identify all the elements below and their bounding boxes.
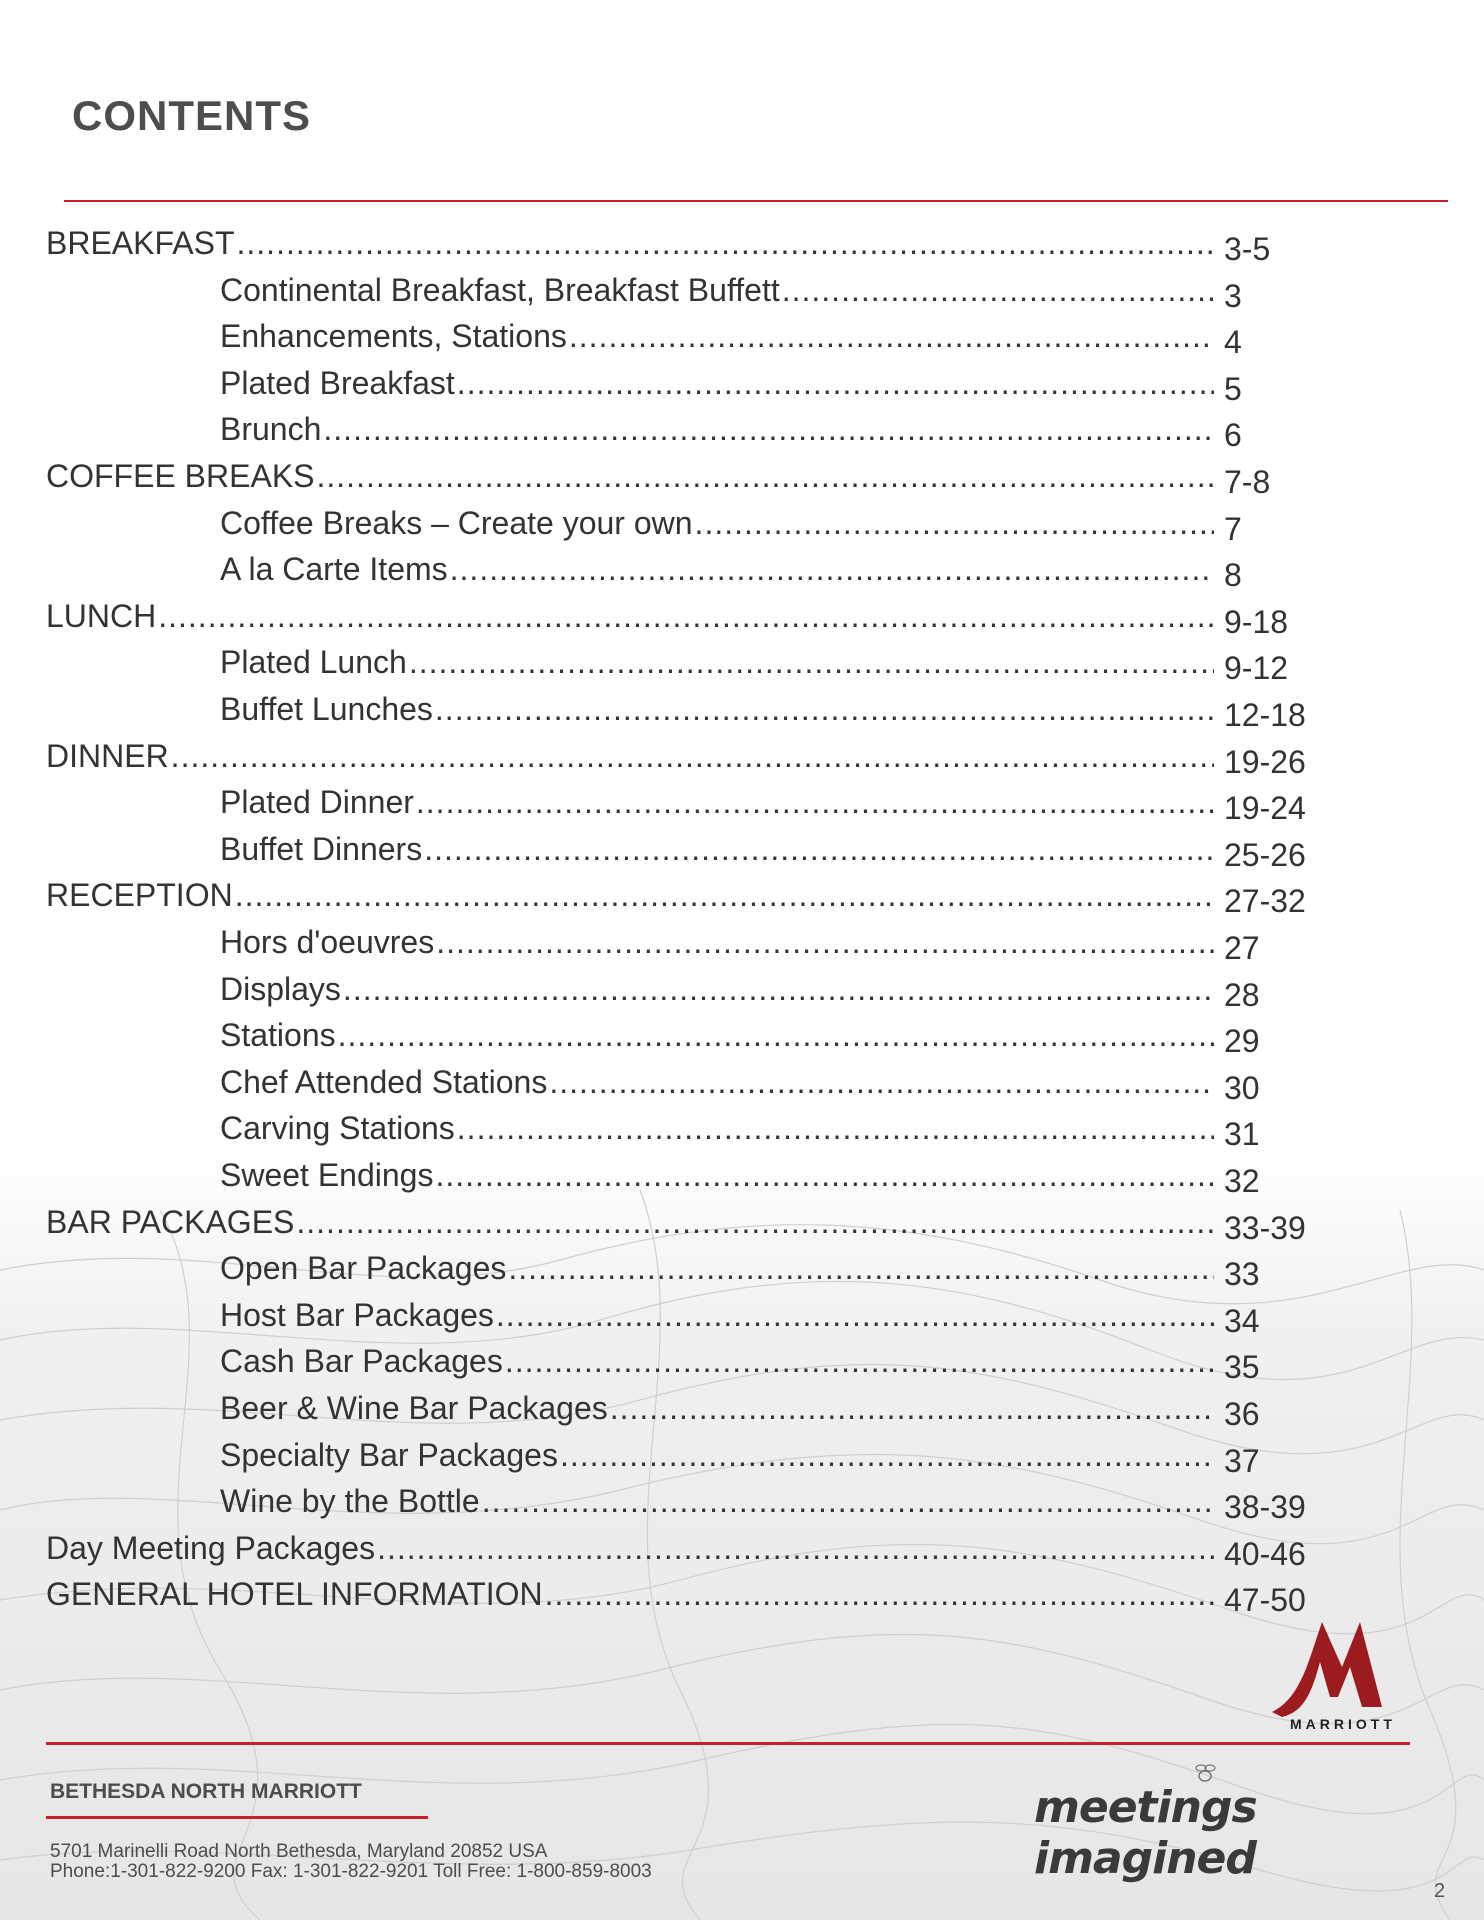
- toc-entry-page: 33: [1224, 1256, 1260, 1293]
- toc-entry-page: 4: [1224, 324, 1242, 361]
- toc-entry-label: Wine by the Bottle: [220, 1483, 480, 1520]
- toc-entry-leader: [338, 1012, 1214, 1058]
- toc-entry-page: 27-32: [1224, 883, 1306, 920]
- toc-entry-page: 8: [1224, 557, 1242, 594]
- toc-entry-leader: [237, 220, 1215, 266]
- toc-entry-page: 40-46: [1224, 1535, 1306, 1572]
- toc-entry-label: COFFEE BREAKS: [46, 458, 315, 494]
- toc-entry: [0, 1152, 1484, 1198]
- toc-entry: [0, 1385, 1484, 1431]
- toc-entry: [0, 1105, 1484, 1151]
- toc-entry: [0, 453, 1484, 499]
- toc-entry-leader: [505, 1338, 1214, 1384]
- toc-entry-page: 9-18: [1224, 603, 1289, 640]
- toc-entry-leader: [296, 1199, 1214, 1245]
- toc-entry-page: 3: [1224, 277, 1242, 314]
- toc-entry-page: 38-39: [1224, 1489, 1306, 1526]
- toc-entry-page: 25-26: [1224, 836, 1306, 873]
- toc-entry-page: 6: [1224, 417, 1242, 454]
- address-line: 5701 Marinelli Road North Bethesda, Maryland 20852 USA: [50, 1841, 548, 1862]
- toc-entry-page: 3-5: [1224, 231, 1271, 267]
- hotel-name-underline: [46, 1816, 428, 1819]
- toc-entry-leader: [450, 546, 1214, 592]
- toc-entry: [0, 406, 1484, 452]
- toc-entry: [0, 360, 1484, 406]
- toc-entry-page: 35: [1224, 1349, 1260, 1386]
- toc-entry: [0, 313, 1484, 359]
- toc-entry-label: Plated Dinner: [220, 784, 414, 821]
- toc-entry-label: Buffet Dinners: [220, 830, 423, 867]
- toc-entry-leader: [695, 500, 1214, 546]
- toc-entry-leader: [323, 406, 1214, 452]
- toc-entry-leader: [545, 1571, 1214, 1617]
- toc-entry-leader: [416, 779, 1214, 825]
- toc-entry: [0, 826, 1484, 872]
- toc-entry: [0, 733, 1484, 779]
- toc-entry: [0, 546, 1484, 592]
- toc-entry-page: 5: [1224, 370, 1242, 407]
- meetings-imagined-tagline: meetings imagined: [1034, 1782, 1257, 1884]
- toc-entry-label: Beer & Wine Bar Packages: [220, 1390, 608, 1426]
- toc-entry: [0, 1525, 1484, 1571]
- toc-entry-leader: [457, 360, 1214, 406]
- toc-entry-label: Hors d'oeuvres: [220, 924, 435, 960]
- toc-entry-leader: [343, 966, 1214, 1012]
- toc-entry-label: Cash Bar Packages: [220, 1343, 503, 1380]
- toc-entry-page: 7: [1224, 510, 1242, 547]
- toc-entry: [0, 1338, 1484, 1384]
- toc-entry: [0, 1012, 1484, 1058]
- hotel-address: [50, 1842, 652, 1882]
- toc-entry-label: LUNCH: [46, 597, 157, 634]
- toc-entry-leader: [508, 1245, 1214, 1291]
- toc-entry-leader: [235, 872, 1214, 918]
- toc-entry-page: 12-18: [1224, 697, 1306, 733]
- title-divider: [64, 200, 1448, 202]
- toc-entry-page: 27: [1224, 930, 1260, 966]
- toc-entry-page: 37: [1224, 1442, 1260, 1479]
- toc-entry-label: Chef Attended Stations: [220, 1063, 548, 1100]
- toc-entry: [0, 872, 1484, 918]
- toc-entry-label: BREAKFAST: [46, 225, 235, 261]
- marriott-logo-icon: [1262, 1612, 1412, 1732]
- toc-entry: [0, 220, 1484, 266]
- toc-entry-label: A la Carte Items: [220, 551, 448, 588]
- toc-entry-label: Buffet Lunches: [220, 691, 433, 727]
- toc-entry-leader: [409, 639, 1214, 685]
- toc-entry: [0, 1245, 1484, 1291]
- toc-entry: [0, 919, 1484, 965]
- toc-entry-leader: [457, 1105, 1214, 1151]
- toc-entry-label: Carving Stations: [220, 1110, 455, 1147]
- toc-entry-leader: [560, 1432, 1214, 1478]
- toc-entry-label: Coffee Breaks – Create your own: [220, 504, 693, 541]
- toc-entry: [0, 1059, 1484, 1105]
- toc-entry-leader: [610, 1385, 1214, 1431]
- hotel-name: BETHESDA NORTH MARRIOTT: [50, 1780, 362, 1803]
- toc-entry-page: 31: [1224, 1116, 1260, 1153]
- toc-entry-page: 7-8: [1224, 464, 1271, 500]
- toc-entry-leader: [569, 313, 1214, 359]
- toc-entry-page: 19-26: [1224, 743, 1306, 780]
- toc-entry-label: Enhancements, Stations: [220, 318, 567, 355]
- toc-entry-leader: [496, 1292, 1214, 1338]
- toc-entry-page: 29: [1224, 1023, 1260, 1060]
- toc-entry-page: 36: [1224, 1396, 1260, 1432]
- toc-entry-leader: [424, 826, 1214, 872]
- toc-entry: [0, 1478, 1484, 1524]
- toc-entry-page: 34: [1224, 1302, 1260, 1339]
- toc-entry-label: Specialty Bar Packages: [220, 1436, 558, 1473]
- toc-entry-page: 19-24: [1224, 790, 1306, 827]
- toc-entry: [0, 639, 1484, 685]
- toc-entry-leader: [377, 1525, 1214, 1571]
- page-number: 2: [1434, 1880, 1446, 1902]
- toc-entry-label: RECEPTION: [46, 877, 233, 914]
- page-title: CONTENTS: [72, 92, 311, 139]
- toc-entry-page: 9-12: [1224, 650, 1289, 687]
- toc-entry-leader: [549, 1059, 1214, 1105]
- toc-entry: [0, 593, 1484, 639]
- toc-entry-leader: [435, 1152, 1214, 1198]
- toc-entry-label: Sweet Endings: [220, 1157, 434, 1193]
- toc-entry: [0, 1432, 1484, 1478]
- toc-entry-label: Plated Lunch: [220, 644, 407, 681]
- toc-entry-leader: [482, 1478, 1214, 1524]
- toc-entry: [0, 1571, 1484, 1617]
- toc-entry-label: Stations: [220, 1017, 336, 1054]
- toc-entry-page: 32: [1224, 1163, 1260, 1199]
- toc-entry-label: BAR PACKAGES: [46, 1203, 295, 1240]
- marriott-logo-text: MARRIOTT: [1290, 1716, 1396, 1732]
- toc-entry-label: Displays: [220, 970, 341, 1007]
- toc-entry-label: Plated Breakfast: [220, 364, 455, 401]
- toc-entry-label: GENERAL HOTEL INFORMATION: [46, 1576, 543, 1613]
- toc-entry-leader: [317, 453, 1215, 499]
- toc-entry: [0, 1292, 1484, 1338]
- toc-entry-page: 33-39: [1224, 1209, 1306, 1246]
- footer-divider: [46, 1742, 1410, 1745]
- toc-entry-label: Day Meeting Packages: [46, 1529, 376, 1566]
- toc-entry-leader: [158, 593, 1214, 639]
- toc-entry: [0, 1199, 1484, 1245]
- toc-entry-leader: [435, 686, 1214, 732]
- toc-entry-page: 28: [1224, 976, 1260, 1013]
- toc-entry-leader: [436, 919, 1214, 965]
- toc-entry-label: DINNER: [46, 737, 169, 774]
- toc-entry-leader: [782, 267, 1214, 313]
- toc-entry: [0, 966, 1484, 1012]
- toc-entry-leader: [171, 733, 1214, 779]
- toc-entry-label: Brunch: [220, 411, 322, 448]
- toc-entry-page: 47-50: [1224, 1582, 1306, 1619]
- phone-line: Phone:1-301-822-9200 Fax: 1-301-822-9201 Toll Free: 1-800-859-8003: [50, 1861, 652, 1882]
- toc-entry: [0, 500, 1484, 546]
- toc-entry-label: Open Bar Packages: [220, 1250, 507, 1287]
- toc-entry-page: 30: [1224, 1069, 1260, 1106]
- toc-entry-label: Host Bar Packages: [220, 1296, 494, 1333]
- toc-entry: [0, 686, 1484, 732]
- toc-entry: [0, 267, 1484, 313]
- toc-entry-label: Continental Breakfast, Breakfast Buffett: [220, 271, 780, 308]
- toc-entry: [0, 779, 1484, 825]
